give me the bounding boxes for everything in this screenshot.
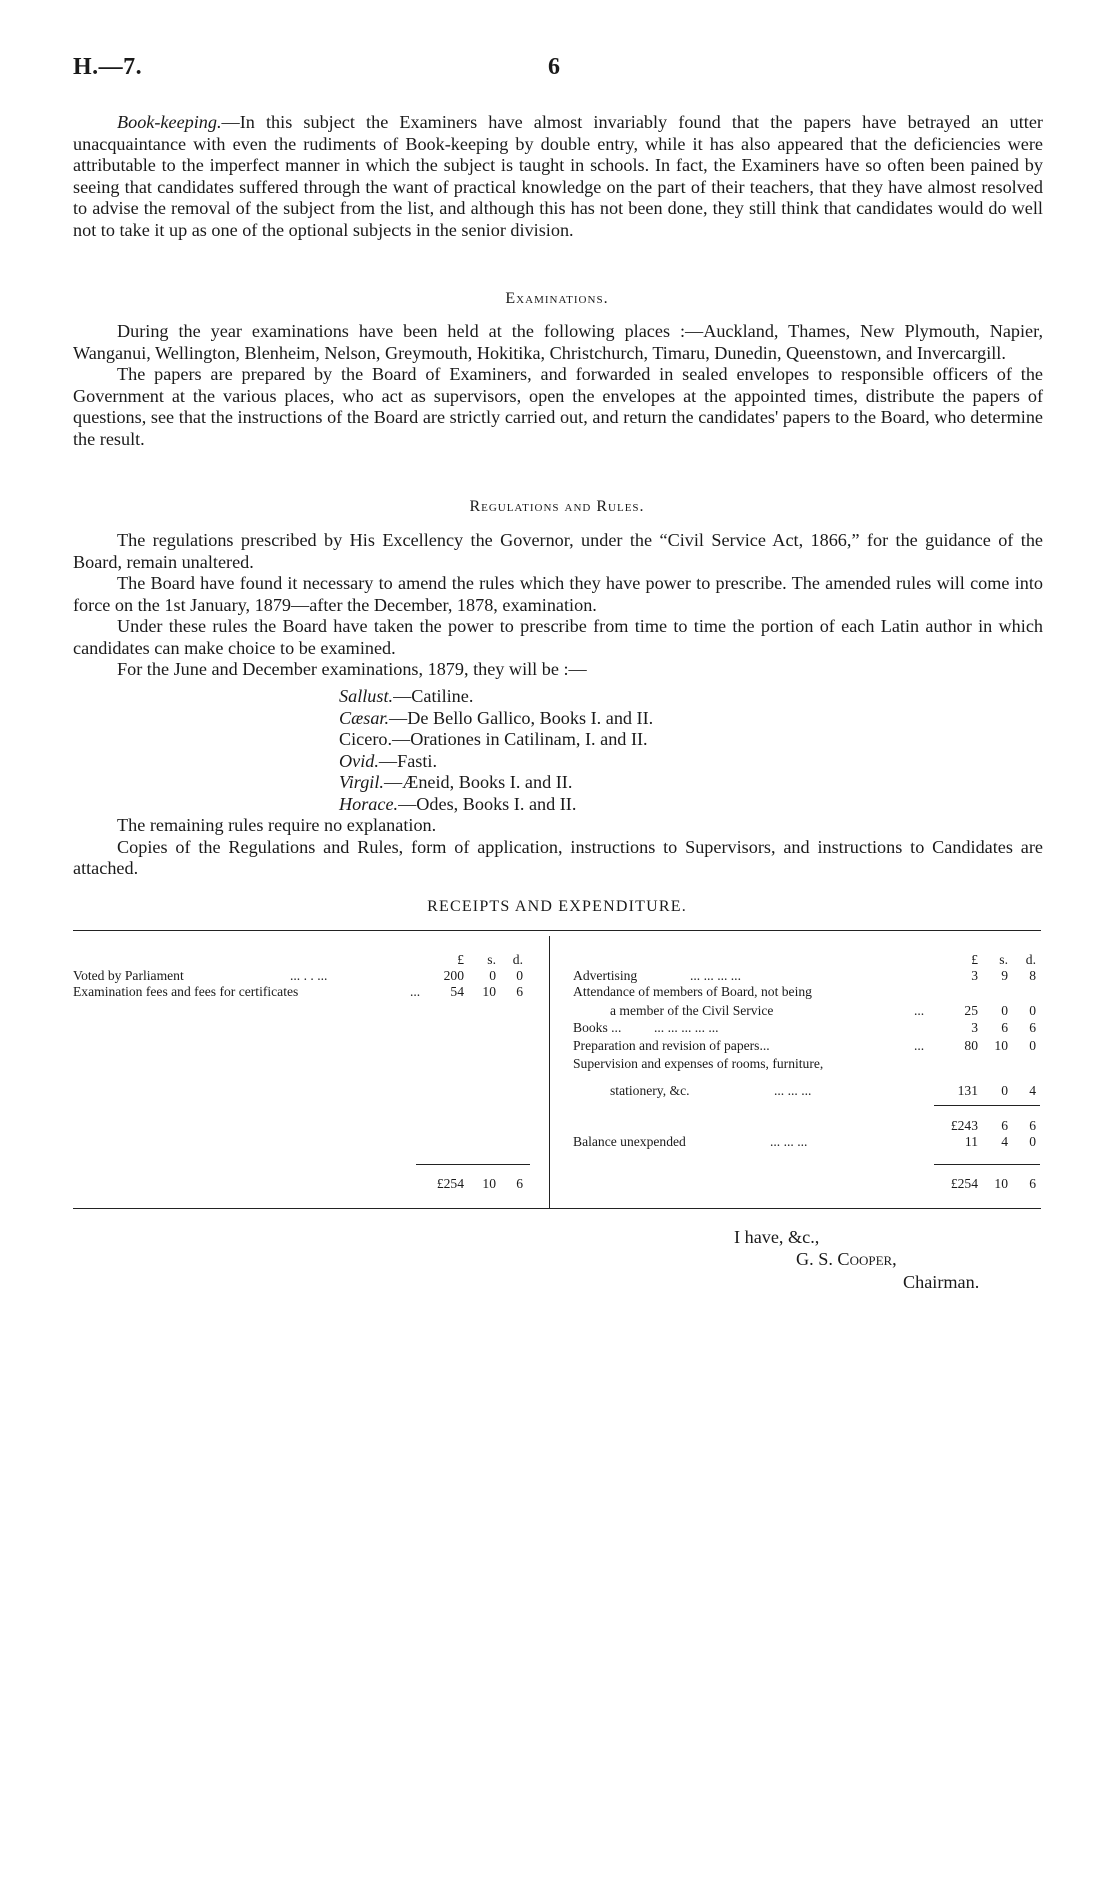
signatory-name: G. S. Cooper, (796, 1249, 897, 1269)
expenditure-row: Preparation and revision of papers... (573, 1038, 770, 1053)
expenditure-row-dots: ... ... ... ... ... (654, 1020, 719, 1035)
author-item: Cæsar.—De Bello Gallico, Books I. and II. (339, 707, 654, 728)
expenditure-row: Supervision and expenses of rooms, furniture, (573, 1056, 824, 1071)
expenditure-row: Attendance of members of Board, not being (573, 984, 812, 999)
receipt-pence: 6 (516, 984, 523, 999)
author-item: Cicero.—Orationes in Catilinam, I. and II. (339, 729, 648, 749)
regulations-paragraph-4: For the June and December examinations, 1879, they will be :— (117, 659, 587, 679)
expenditure-subtotal-pence: 6 (1029, 1118, 1036, 1133)
expenditure-pence: 4 (1029, 1083, 1036, 1098)
expenditure-pence: 8 (1029, 968, 1036, 983)
expenditure-total-shillings: 10 (994, 1176, 1008, 1191)
expenditure-pounds: 80 (964, 1038, 978, 1053)
regulations-paragraph-2: The Board have found it necessary to amend the rules which they have power to prescribe. The amended rules will come into force on the 1st January, 1879—after the December, 1878, examination. (73, 573, 1043, 615)
expenditure-shillings: 6 (1001, 1020, 1008, 1035)
expenditure-pence: 0 (1029, 1038, 1036, 1053)
expenditure-row-dots: ... (914, 1038, 925, 1053)
receipts-header-pence: d. (512, 952, 523, 967)
author-item: Horace.—Odes, Books I. and II. (339, 793, 577, 814)
examinations-heading: Examinations. (505, 290, 609, 307)
expenditure-shillings: 9 (1001, 968, 1008, 983)
balance-dots: ... ... ... (770, 1134, 808, 1149)
regulations-heading: Regulations and Rules. (469, 498, 645, 515)
balance-pounds: 11 (964, 1134, 978, 1149)
receipts-header-pounds: £ (457, 952, 464, 967)
document-code: H.—7. (73, 54, 143, 80)
expenditure-header-pence: d. (1025, 952, 1036, 967)
expenditure-header-shillings: s. (999, 952, 1008, 967)
expenditure-row-continuation: stationery, &c. (610, 1083, 690, 1098)
expenditure-row-dots: ... (914, 1003, 925, 1018)
receipt-row: Voted by Parliament (73, 968, 184, 983)
receipts-total-pence: 6 (516, 1176, 523, 1191)
expenditure-subtotal-pounds: £243 (950, 1118, 978, 1133)
bookkeeping-lead: Book-keeping. (117, 112, 222, 132)
accounts-heading: RECEIPTS AND EXPENDITURE. (427, 898, 687, 915)
regulations-paragraph-6: Copies of the Regulations and Rules, form of application, instructions to Supervisors, and instructions to Candidates are attached. (73, 836, 1043, 878)
expenditure-subtotal-shillings: 6 (1001, 1118, 1008, 1133)
receipts-header-shillings: s. (487, 952, 496, 967)
expenditure-pounds: 3 (971, 1020, 978, 1035)
author-item: Sallust.—Catiline. (339, 686, 474, 706)
receipts-total-shillings: 10 (482, 1176, 496, 1191)
balance-pence: 0 (1029, 1134, 1036, 1149)
closing-line: I have, &c., (734, 1227, 820, 1247)
receipt-row-dots: ... (410, 984, 421, 999)
page-number: 6 (548, 54, 561, 80)
receipt-shillings: 0 (489, 968, 496, 983)
receipt-pence: 0 (516, 968, 523, 983)
expenditure-pounds: 131 (957, 1083, 978, 1098)
expenditure-row-continuation: a member of the Civil Service (610, 1003, 774, 1018)
expenditure-row-dots: ... ... ... ... (690, 968, 741, 983)
expenditure-header-pounds: £ (971, 952, 978, 967)
receipts-total-pounds: £254 (436, 1176, 464, 1191)
receipt-row: Examination fees and fees for certificates (73, 984, 299, 999)
receipt-pounds: 200 (443, 968, 464, 983)
author-item: Virgil.—Æneid, Books I. and II. (339, 772, 573, 792)
expenditure-pence: 6 (1029, 1020, 1036, 1035)
balance-shillings: 4 (1001, 1134, 1008, 1149)
balance-label: Balance unexpended (573, 1134, 686, 1149)
signatory-title: Chairman. (903, 1272, 980, 1292)
expenditure-subtotal-rule (934, 1105, 1040, 1106)
expenditure-pounds: 3 (971, 968, 978, 983)
expenditure-total-pounds: £254 (950, 1176, 978, 1191)
receipt-row-dots: ... . . ... (290, 968, 328, 983)
expenditure-pounds: 25 (964, 1003, 978, 1018)
regulations-paragraph-5: The remaining rules require no explanation. (117, 815, 437, 835)
regulations-paragraph-3: Under these rules the Board have taken the power to prescribe from time to time the portion of each Latin author in which candidates can make choice to be examined. (73, 616, 1043, 658)
author-item: Ovid.—Fasti. (339, 750, 438, 771)
expenditure-total-rule (934, 1164, 1040, 1165)
expenditure-row: Advertising (573, 968, 638, 983)
examinations-paragraph-1: During the year examinations have been held at the following places :—Auckland, Thames, New Plymouth, Napier, Wanganui, Wellington, Blenheim, Nelson, Greymouth, Hokitika, Christchurch, Timaru, Dunedin, Queenstown, and Invercargill. (73, 321, 1043, 363)
receipt-pounds: 54 (450, 984, 464, 999)
expenditure-total-pence: 6 (1029, 1176, 1036, 1191)
bookkeeping-text: —In this subject the Examiners have almost invariably found that the papers have betrayed an utter unacquaintance with even the rudiments of Book-keeping by double entry, while it has also appeared that the deficiencies were attributable to the imperfect manner in which the subject is taught in schools. In fact, the Examiners have so often been pained by seeing that candidates suffered through the want of practical knowledge on the part of their teachers, that they have almost resolved to advise the removal of the subject from the list, and although this has not been done, they still think that candidates would do well not to take it up as one of the optional subjects in the senior division. (73, 112, 1043, 240)
expenditure-shillings: 10 (994, 1038, 1008, 1053)
receipt-shillings: 10 (482, 984, 496, 999)
expenditure-row: Books ... (573, 1020, 622, 1035)
expenditure-row-dots: ... ... ... (774, 1083, 812, 1098)
expenditure-shillings: 0 (1001, 1083, 1008, 1098)
examinations-paragraph-2: The papers are prepared by the Board of Examiners, and forwarded in sealed envelopes to responsible officers of the Government at the various places, who act as supervisors, open the envelopes at the appointed times, distribute the papers of questions, see that the instructions of the Board are strictly carried out, and return the candidates' papers to the Board, who determine the result. (73, 364, 1043, 449)
expenditure-shillings: 0 (1001, 1003, 1008, 1018)
expenditure-pence: 0 (1029, 1003, 1036, 1018)
regulations-paragraph-1: The regulations prescribed by His Excellency the Governor, under the “Civil Service Act, 1866,” for the guidance of the Board, remain unaltered. (73, 530, 1043, 572)
